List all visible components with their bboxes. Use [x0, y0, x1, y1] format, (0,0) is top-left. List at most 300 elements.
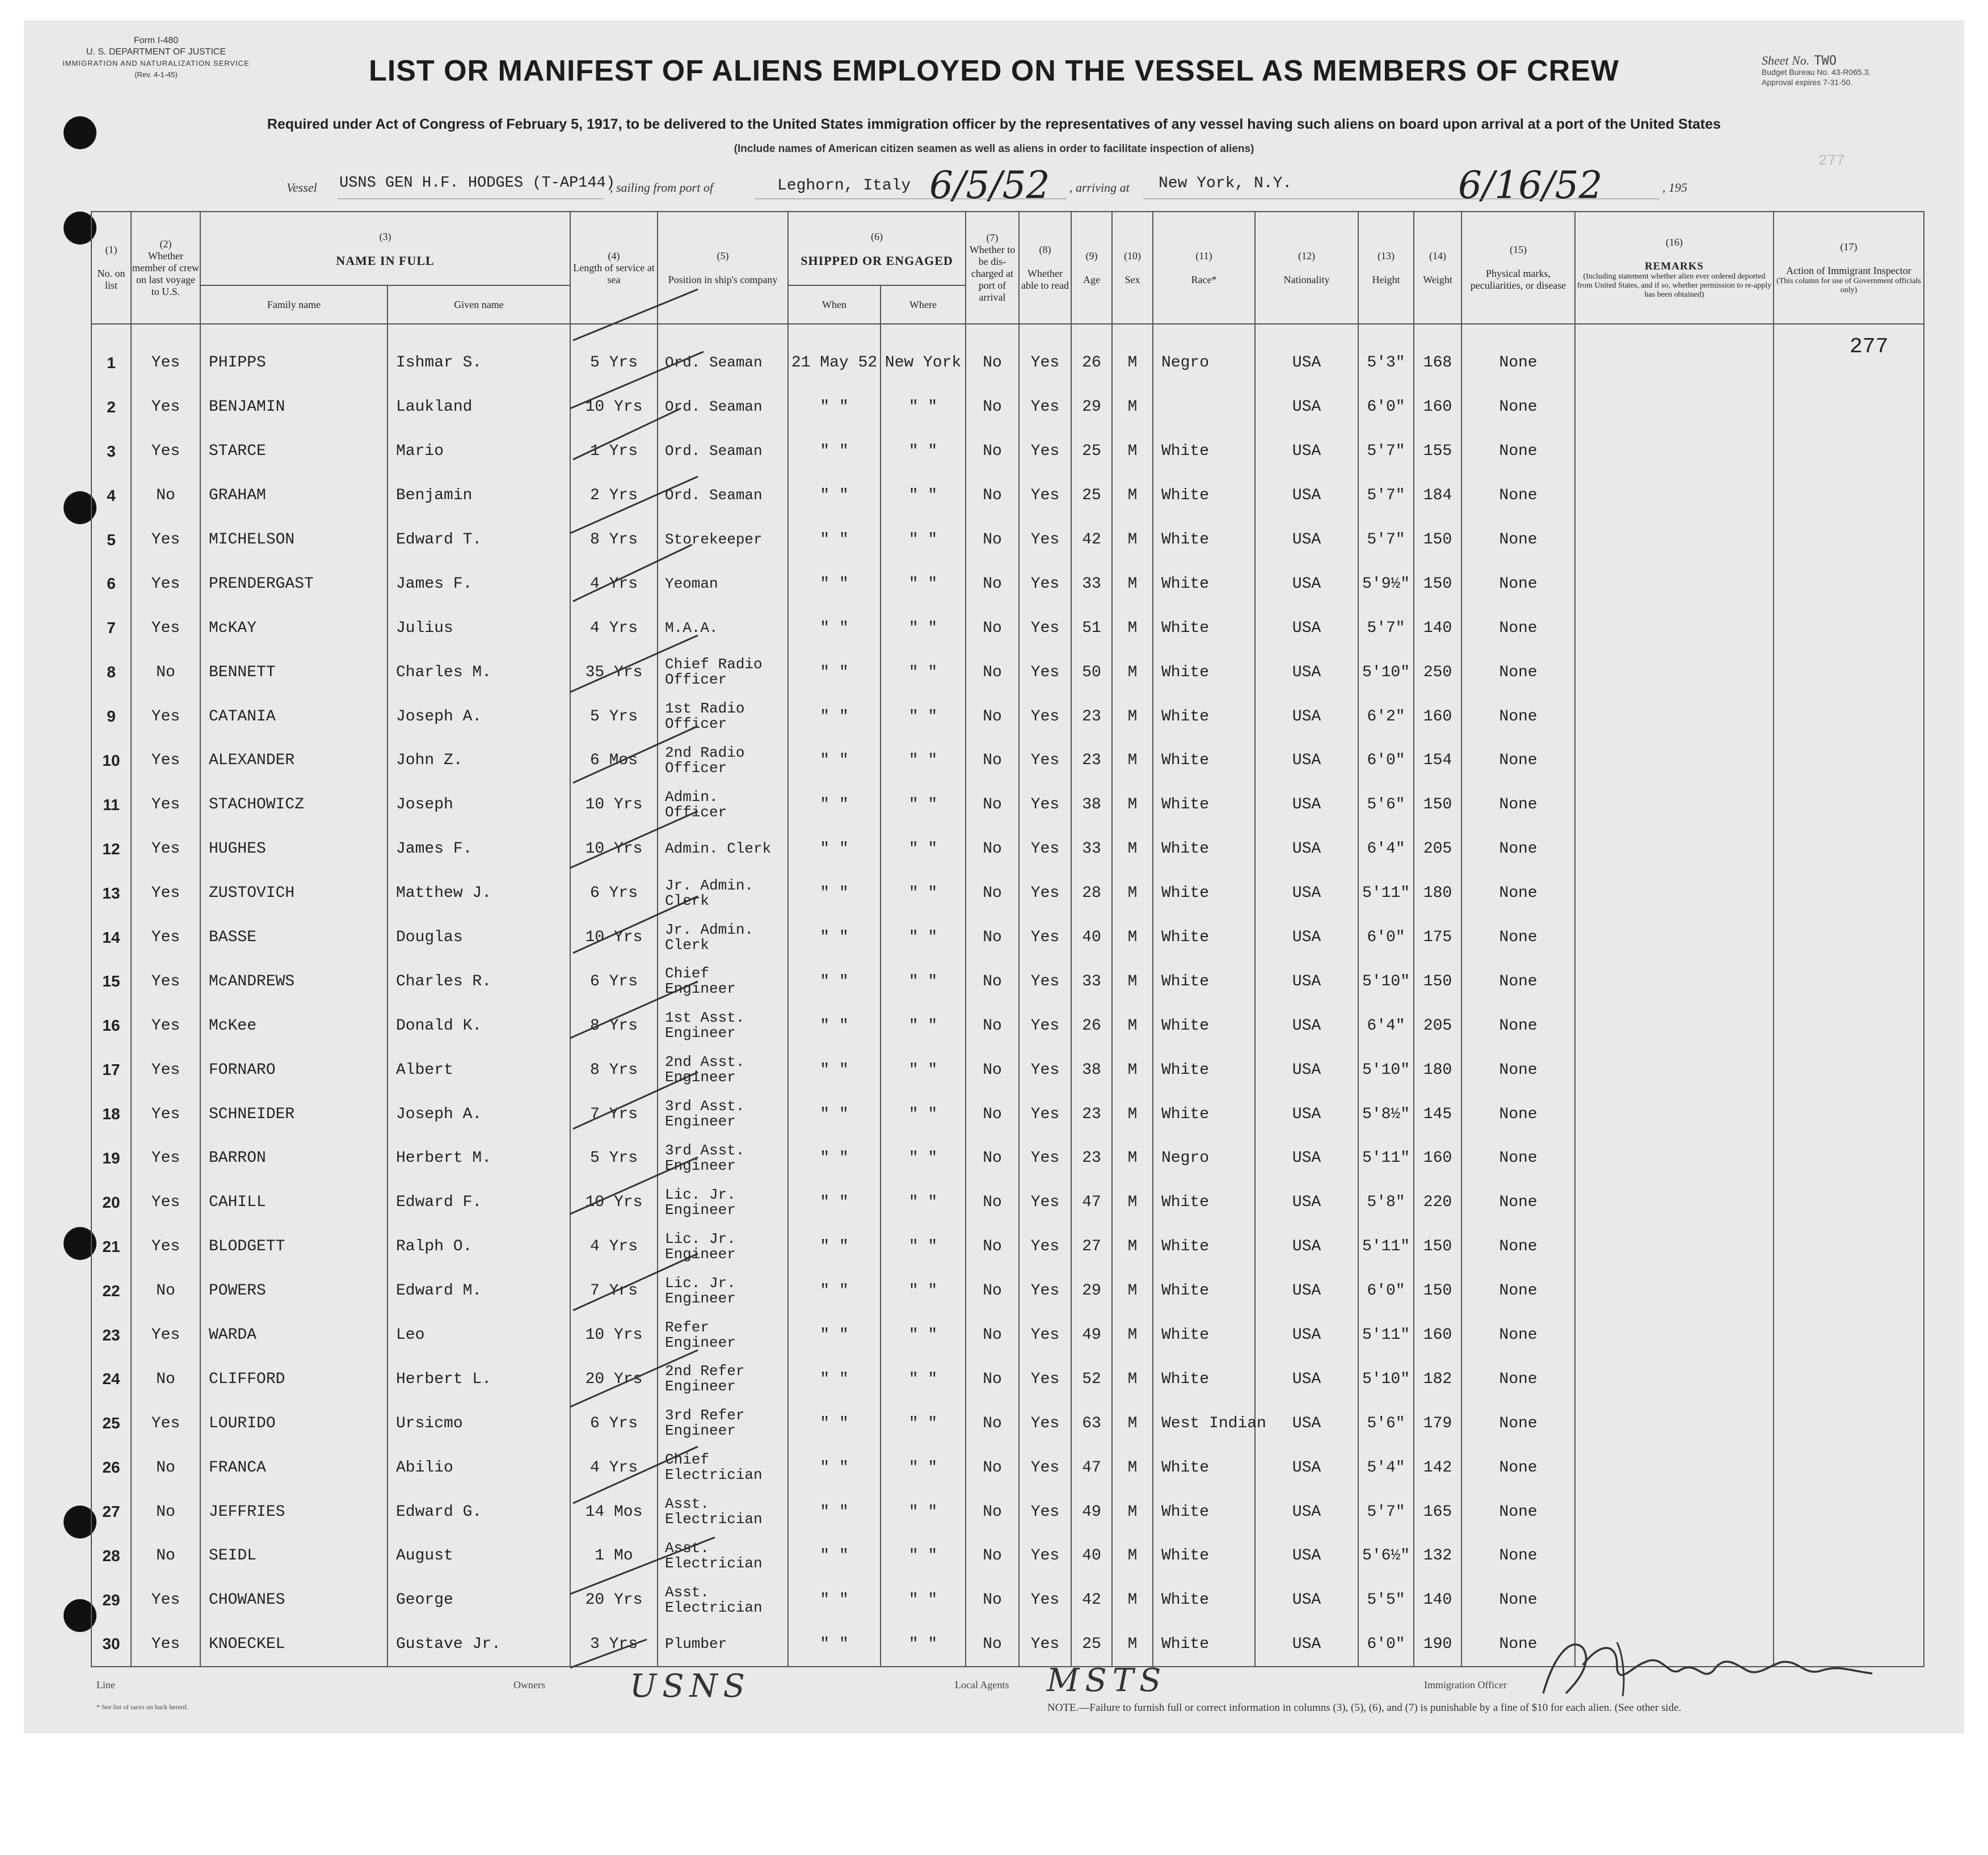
- physical-marks-cell: None: [1461, 429, 1575, 474]
- able-to-read-cell: Yes: [1019, 429, 1071, 474]
- length-of-service-cell: 10 Yrs: [570, 1313, 658, 1357]
- header-able-to-read: (8) Whether able to read: [1019, 212, 1071, 324]
- member-last-voyage-cell: No: [131, 474, 200, 518]
- shipped-when-cell: " ": [788, 694, 881, 739]
- sex-cell: M: [1112, 1004, 1153, 1048]
- physical-marks-cell: None: [1461, 694, 1575, 739]
- given-name-cell: Douglas: [388, 916, 570, 960]
- nationality-cell: USA: [1255, 562, 1358, 606]
- inspector-action-cell: [1774, 1401, 1924, 1445]
- member-last-voyage-cell: Yes: [131, 1004, 200, 1048]
- length-of-service-cell: 1 Mo: [570, 1534, 658, 1578]
- race-cell: Negro: [1153, 341, 1255, 385]
- race-cell: White: [1153, 429, 1255, 474]
- remarks-cell: [1575, 562, 1774, 606]
- physical-marks-cell: None: [1461, 474, 1575, 518]
- shipped-when-cell: " ": [788, 1622, 881, 1667]
- remarks-cell: [1575, 1181, 1774, 1225]
- to-be-discharged-cell: No: [966, 341, 1019, 385]
- remarks-cell: [1575, 871, 1774, 916]
- table-row: [91, 1490, 1924, 1534]
- weight-cell: 150: [1414, 1225, 1461, 1269]
- table-row: [91, 606, 1924, 650]
- family-name-cell: McKAY: [200, 606, 388, 650]
- row-number-cell: 14: [91, 916, 131, 960]
- position-cell: Ord. Seaman: [658, 385, 788, 429]
- position-cell: Jr. Admin. Clerk: [658, 916, 788, 960]
- row-number-cell: 11: [91, 783, 131, 827]
- header-member-last-voyage: (2) Whether member of crew on last voyage to U.S.: [131, 212, 200, 324]
- length-of-service-cell: 10 Yrs: [570, 1181, 658, 1225]
- sex-cell: M: [1112, 1534, 1153, 1578]
- shipped-where-cell: " ": [881, 1445, 966, 1490]
- remarks-cell: [1575, 1269, 1774, 1313]
- age-cell: 26: [1071, 1004, 1112, 1048]
- shipped-where-cell: " ": [881, 562, 966, 606]
- inspector-action-cell: [1774, 385, 1924, 429]
- table-row: [91, 871, 1924, 916]
- to-be-discharged-cell: No: [966, 1401, 1019, 1445]
- race-cell: White: [1153, 1048, 1255, 1092]
- table-row: [91, 694, 1924, 739]
- height-cell: 6'4": [1358, 827, 1414, 871]
- row-number-cell: 24: [91, 1357, 131, 1401]
- footer-officer-label: Immigration Officer: [1424, 1679, 1507, 1690]
- sex-cell: M: [1112, 1578, 1153, 1622]
- nationality-cell: USA: [1255, 1622, 1358, 1667]
- height-cell: 5'7": [1358, 1490, 1414, 1534]
- physical-marks-cell: None: [1461, 1622, 1575, 1667]
- to-be-discharged-cell: No: [966, 606, 1019, 650]
- table-row: [91, 1401, 1924, 1445]
- vessel-label: Vessel: [287, 180, 317, 195]
- nationality-cell: USA: [1255, 1269, 1358, 1313]
- length-of-service-cell: 20 Yrs: [570, 1357, 658, 1401]
- physical-marks-cell: None: [1461, 1401, 1575, 1445]
- header-height: (13) Height: [1358, 212, 1414, 324]
- row-number-cell: 26: [91, 1445, 131, 1490]
- shipped-where-cell: " ": [881, 1048, 966, 1092]
- inspector-action-cell: [1774, 783, 1924, 827]
- nationality-cell: USA: [1255, 474, 1358, 518]
- sex-cell: M: [1112, 1269, 1153, 1313]
- row-number-cell: 22: [91, 1269, 131, 1313]
- table-row: [91, 1269, 1924, 1313]
- able-to-read-cell: Yes: [1019, 1534, 1071, 1578]
- to-be-discharged-cell: No: [966, 385, 1019, 429]
- remarks-cell: [1575, 385, 1774, 429]
- length-of-service-cell: 4 Yrs: [570, 562, 658, 606]
- physical-marks-cell: None: [1461, 650, 1575, 694]
- physical-marks-cell: None: [1461, 1445, 1575, 1490]
- row-number-cell: 16: [91, 1004, 131, 1048]
- given-name-cell: Charles M.: [388, 650, 570, 694]
- member-last-voyage-cell: Yes: [131, 783, 200, 827]
- shipped-when-cell: " ": [788, 1092, 881, 1136]
- to-be-discharged-cell: No: [966, 1136, 1019, 1181]
- physical-marks-cell: None: [1461, 1269, 1575, 1313]
- position-cell: 1st Asst. Engineer: [658, 1004, 788, 1048]
- height-cell: 5'11": [1358, 1313, 1414, 1357]
- shipped-where-cell: " ": [881, 871, 966, 916]
- inspector-action-cell: [1774, 1004, 1924, 1048]
- family-name-cell: CHOWANES: [200, 1578, 388, 1622]
- remarks-cell: [1575, 650, 1774, 694]
- row-number-cell: 4: [91, 474, 131, 518]
- sex-cell: M: [1112, 694, 1153, 739]
- given-name-cell: Joseph A.: [388, 1092, 570, 1136]
- remarks-cell: [1575, 474, 1774, 518]
- given-name-cell: Mario: [388, 429, 570, 474]
- inspector-action-cell: [1774, 1181, 1924, 1225]
- shipped-when-cell: " ": [788, 827, 881, 871]
- remarks-cell: [1575, 827, 1774, 871]
- row-number-cell: 17: [91, 1048, 131, 1092]
- row-number-cell: 13: [91, 871, 131, 916]
- shipped-where-cell: " ": [881, 650, 966, 694]
- length-of-service-cell: 10 Yrs: [570, 916, 658, 960]
- given-name-cell: Laukland: [388, 385, 570, 429]
- length-of-service-cell: 8 Yrs: [570, 1004, 658, 1048]
- sex-cell: M: [1112, 341, 1153, 385]
- table-row: [91, 1048, 1924, 1092]
- race-cell: White: [1153, 1534, 1255, 1578]
- inspector-action-cell: [1774, 1092, 1924, 1136]
- weight-cell: 150: [1414, 959, 1461, 1004]
- position-cell: 3rd Refer Engineer: [658, 1401, 788, 1445]
- header-weight: (14) Weight: [1414, 212, 1461, 324]
- age-cell: 23: [1071, 694, 1112, 739]
- weight-cell: 140: [1414, 1578, 1461, 1622]
- position-cell: Yeoman: [658, 562, 788, 606]
- race-cell: West Indian: [1153, 1401, 1255, 1445]
- physical-marks-cell: None: [1461, 341, 1575, 385]
- age-cell: 38: [1071, 783, 1112, 827]
- shipped-where-cell: " ": [881, 694, 966, 739]
- age-cell: 51: [1071, 606, 1112, 650]
- row-number-cell: 27: [91, 1490, 131, 1534]
- position-cell: Admin. Officer: [658, 783, 788, 827]
- row-number-cell: 28: [91, 1534, 131, 1578]
- able-to-read-cell: Yes: [1019, 341, 1071, 385]
- position-cell: 1st Radio Officer: [658, 694, 788, 739]
- nationality-cell: USA: [1255, 1181, 1358, 1225]
- height-cell: 5'10": [1358, 1048, 1414, 1092]
- member-last-voyage-cell: Yes: [131, 916, 200, 960]
- member-last-voyage-cell: No: [131, 1490, 200, 1534]
- inspector-action-cell: [1774, 1578, 1924, 1622]
- sex-cell: M: [1112, 916, 1153, 960]
- race-cell: White: [1153, 1490, 1255, 1534]
- family-name-cell: HUGHES: [200, 827, 388, 871]
- inspector-action-cell: [1774, 1445, 1924, 1490]
- to-be-discharged-cell: No: [966, 1181, 1019, 1225]
- age-cell: 40: [1071, 916, 1112, 960]
- header-when: When: [788, 285, 881, 324]
- length-of-service-cell: 10 Yrs: [570, 385, 658, 429]
- race-cell: White: [1153, 827, 1255, 871]
- member-last-voyage-cell: Yes: [131, 606, 200, 650]
- length-of-service-cell: 8 Yrs: [570, 1048, 658, 1092]
- inspector-number: 277: [1850, 335, 1889, 359]
- shipped-where-cell: " ": [881, 606, 966, 650]
- physical-marks-cell: None: [1461, 1004, 1575, 1048]
- nationality-cell: USA: [1255, 1004, 1358, 1048]
- able-to-read-cell: Yes: [1019, 1092, 1071, 1136]
- header-position: (5) Position in ship's company: [658, 212, 788, 324]
- member-last-voyage-cell: Yes: [131, 562, 200, 606]
- length-of-service-cell: 4 Yrs: [570, 1445, 658, 1490]
- given-name-cell: Edward M.: [388, 1269, 570, 1313]
- shipped-when-cell: " ": [788, 1136, 881, 1181]
- family-name-cell: McKee: [200, 1004, 388, 1048]
- able-to-read-cell: Yes: [1019, 916, 1071, 960]
- length-of-service-cell: 14 Mos: [570, 1490, 658, 1534]
- arrival-date: 6/16/52: [1458, 163, 1603, 207]
- length-of-service-cell: 3 Yrs: [570, 1622, 658, 1667]
- row-number-cell: 3: [91, 429, 131, 474]
- shipped-when-cell: " ": [788, 1401, 881, 1445]
- height-cell: 5'8": [1358, 1181, 1414, 1225]
- physical-marks-cell: None: [1461, 1136, 1575, 1181]
- sex-cell: M: [1112, 1092, 1153, 1136]
- position-cell: Chief Engineer: [658, 959, 788, 1004]
- height-cell: 5'11": [1358, 871, 1414, 916]
- table-row: [91, 341, 1924, 385]
- table-row: [91, 1357, 1924, 1401]
- inspector-action-cell: [1774, 429, 1924, 474]
- to-be-discharged-cell: No: [966, 739, 1019, 783]
- inspector-action-cell: [1774, 1490, 1924, 1534]
- given-name-cell: Julius: [388, 606, 570, 650]
- family-name-cell: STARCE: [200, 429, 388, 474]
- inspector-action-cell: [1774, 916, 1924, 960]
- family-name-cell: CATANIA: [200, 694, 388, 739]
- member-last-voyage-cell: Yes: [131, 1225, 200, 1269]
- able-to-read-cell: Yes: [1019, 1048, 1071, 1092]
- owners-handwritten: USNS: [630, 1668, 751, 1705]
- given-name-cell: Ishmar S.: [388, 341, 570, 385]
- able-to-read-cell: Yes: [1019, 1578, 1071, 1622]
- member-last-voyage-cell: No: [131, 650, 200, 694]
- shipped-where-cell: " ": [881, 1004, 966, 1048]
- family-name-cell: McANDREWS: [200, 959, 388, 1004]
- sex-cell: M: [1112, 1048, 1153, 1092]
- to-be-discharged-cell: No: [966, 562, 1019, 606]
- height-cell: 5'7": [1358, 429, 1414, 474]
- physical-marks-cell: None: [1461, 1048, 1575, 1092]
- table-row: [91, 783, 1924, 827]
- nationality-cell: USA: [1255, 694, 1358, 739]
- family-name-cell: CLIFFORD: [200, 1357, 388, 1401]
- remarks-cell: [1575, 1092, 1774, 1136]
- position-cell: 2nd Refer Engineer: [658, 1357, 788, 1401]
- race-cell: White: [1153, 871, 1255, 916]
- height-cell: 5'7": [1358, 474, 1414, 518]
- to-be-discharged-cell: No: [966, 1534, 1019, 1578]
- form-revision: (Rev. 4-1-45): [134, 70, 178, 79]
- shipped-when-cell: " ": [788, 1313, 881, 1357]
- age-cell: 63: [1071, 1401, 1112, 1445]
- weight-cell: 150: [1414, 518, 1461, 562]
- length-of-service-cell: 20 Yrs: [570, 1578, 658, 1622]
- able-to-read-cell: Yes: [1019, 783, 1071, 827]
- nationality-cell: USA: [1255, 518, 1358, 562]
- header-action-inspector: (17) Action of Immigrant Inspector (This column for use of Government officials only): [1774, 212, 1924, 324]
- footer-owners-label: Owners: [513, 1679, 545, 1690]
- sex-cell: M: [1112, 1490, 1153, 1534]
- header-where: Where: [881, 285, 966, 324]
- shipped-when-cell: " ": [788, 783, 881, 827]
- crew-rows: [91, 341, 1924, 1667]
- to-be-discharged-cell: No: [966, 650, 1019, 694]
- to-be-discharged-cell: No: [966, 916, 1019, 960]
- position-cell: Asst. Electrician: [658, 1534, 788, 1578]
- able-to-read-cell: Yes: [1019, 1269, 1071, 1313]
- sex-cell: M: [1112, 474, 1153, 518]
- given-name-cell: Abilio: [388, 1445, 570, 1490]
- shipped-when-cell: " ": [788, 1004, 881, 1048]
- row-number-cell: 30: [91, 1622, 131, 1667]
- physical-marks-cell: None: [1461, 739, 1575, 783]
- sex-cell: M: [1112, 1401, 1153, 1445]
- position-cell: Admin. Clerk: [658, 827, 788, 871]
- length-of-service-cell: 5 Yrs: [570, 341, 658, 385]
- row-number-cell: 21: [91, 1225, 131, 1269]
- length-of-service-cell: 7 Yrs: [570, 1092, 658, 1136]
- remarks-cell: [1575, 606, 1774, 650]
- member-last-voyage-cell: Yes: [131, 871, 200, 916]
- row-number-cell: 1: [91, 341, 131, 385]
- inspector-action-cell: [1774, 562, 1924, 606]
- race-cell: White: [1153, 1357, 1255, 1401]
- remarks-cell: [1575, 1534, 1774, 1578]
- family-name-cell: SCHNEIDER: [200, 1092, 388, 1136]
- able-to-read-cell: Yes: [1019, 1357, 1071, 1401]
- sheet-number-value: TWO: [1814, 54, 1837, 68]
- age-cell: 25: [1071, 1622, 1112, 1667]
- family-name-cell: BENJAMIN: [200, 385, 388, 429]
- position-cell: Ord. Seaman: [658, 429, 788, 474]
- nationality-cell: USA: [1255, 1401, 1358, 1445]
- length-of-service-cell: 2 Yrs: [570, 474, 658, 518]
- shipped-where-cell: " ": [881, 385, 966, 429]
- weight-cell: 175: [1414, 916, 1461, 960]
- able-to-read-cell: Yes: [1019, 1622, 1071, 1667]
- age-cell: 42: [1071, 518, 1112, 562]
- given-name-cell: Edward F.: [388, 1181, 570, 1225]
- given-name-cell: Herbert M.: [388, 1136, 570, 1181]
- budget-bureau-number: Budget Bureau No. 43-R065.3.: [1762, 68, 1871, 77]
- member-last-voyage-cell: No: [131, 1445, 200, 1490]
- table-row: [91, 827, 1924, 871]
- nationality-cell: USA: [1255, 1092, 1358, 1136]
- year-suffix: , 195: [1662, 180, 1687, 195]
- member-last-voyage-cell: Yes: [131, 1401, 200, 1445]
- length-of-service-cell: 6 Yrs: [570, 1401, 658, 1445]
- given-name-cell: Joseph: [388, 783, 570, 827]
- member-last-voyage-cell: Yes: [131, 1181, 200, 1225]
- position-cell: Chief Radio Officer: [658, 650, 788, 694]
- nationality-cell: USA: [1255, 783, 1358, 827]
- length-of-service-cell: 1 Yrs: [570, 429, 658, 474]
- weight-cell: 142: [1414, 1445, 1461, 1490]
- sex-cell: M: [1112, 1313, 1153, 1357]
- table-row: [91, 1445, 1924, 1490]
- family-name-cell: BLODGETT: [200, 1225, 388, 1269]
- able-to-read-cell: Yes: [1019, 385, 1071, 429]
- physical-marks-cell: None: [1461, 385, 1575, 429]
- family-name-cell: PRENDERGAST: [200, 562, 388, 606]
- weight-cell: 155: [1414, 429, 1461, 474]
- member-last-voyage-cell: Yes: [131, 1092, 200, 1136]
- to-be-discharged-cell: No: [966, 518, 1019, 562]
- family-name-cell: FORNARO: [200, 1048, 388, 1092]
- weight-cell: 184: [1414, 474, 1461, 518]
- inspector-action-cell: [1774, 959, 1924, 1004]
- header-family-name: Family name: [200, 285, 388, 324]
- height-cell: 5'7": [1358, 606, 1414, 650]
- length-of-service-cell: 6 Mos: [570, 739, 658, 783]
- race-cell: White: [1153, 562, 1255, 606]
- race-cell: White: [1153, 694, 1255, 739]
- to-be-discharged-cell: No: [966, 827, 1019, 871]
- physical-marks-cell: None: [1461, 783, 1575, 827]
- row-number-cell: 29: [91, 1578, 131, 1622]
- given-name-cell: George: [388, 1578, 570, 1622]
- table-row: [91, 739, 1924, 783]
- height-cell: 5'6": [1358, 783, 1414, 827]
- nationality-cell: USA: [1255, 827, 1358, 871]
- document-subtitle: Required under Act of Congress of February 5, 1917, to be delivered to the United States immigration officer by the representatives of any vessel having such aliens on board upon arrival at a port of the United States: [267, 116, 1721, 132]
- weight-cell: 190: [1414, 1622, 1461, 1667]
- height-cell: 5'6½": [1358, 1534, 1414, 1578]
- shipped-when-cell: " ": [788, 916, 881, 960]
- given-name-cell: Leo: [388, 1313, 570, 1357]
- member-last-voyage-cell: Yes: [131, 1622, 200, 1667]
- shipped-where-cell: New York: [881, 341, 966, 385]
- row-number-cell: 18: [91, 1092, 131, 1136]
- sex-cell: M: [1112, 783, 1153, 827]
- nationality-cell: USA: [1255, 1048, 1358, 1092]
- position-cell: Jr. Admin. Clerk: [658, 871, 788, 916]
- race-cell: White: [1153, 650, 1255, 694]
- to-be-discharged-cell: No: [966, 1092, 1019, 1136]
- to-be-discharged-cell: No: [966, 1357, 1019, 1401]
- shipped-where-cell: " ": [881, 429, 966, 474]
- to-be-discharged-cell: No: [966, 1445, 1019, 1490]
- table-row: [91, 1225, 1924, 1269]
- race-cell: Negro: [1153, 1136, 1255, 1181]
- height-cell: 5'6": [1358, 1401, 1414, 1445]
- faint-stamp-number: 277: [1818, 152, 1845, 169]
- given-name-cell: John Z.: [388, 739, 570, 783]
- race-cell: White: [1153, 739, 1255, 783]
- footer-penalty-note: NOTE.—Failure to furnish full or correct information in columns (3), (5), (6), and (7) is punishable by a fine of $10 for each alien. (See other side.: [1047, 1702, 1682, 1714]
- shipped-where-cell: " ": [881, 1534, 966, 1578]
- physical-marks-cell: None: [1461, 1225, 1575, 1269]
- header-no-on-list: (1) No. on list: [91, 212, 131, 324]
- weight-cell: 205: [1414, 827, 1461, 871]
- header-given-name: Given name: [388, 285, 570, 324]
- row-number-cell: 20: [91, 1181, 131, 1225]
- age-cell: 25: [1071, 474, 1112, 518]
- nationality-cell: USA: [1255, 1578, 1358, 1622]
- sex-cell: M: [1112, 827, 1153, 871]
- height-cell: 6'0": [1358, 739, 1414, 783]
- weight-cell: 150: [1414, 562, 1461, 606]
- table-row: [91, 1313, 1924, 1357]
